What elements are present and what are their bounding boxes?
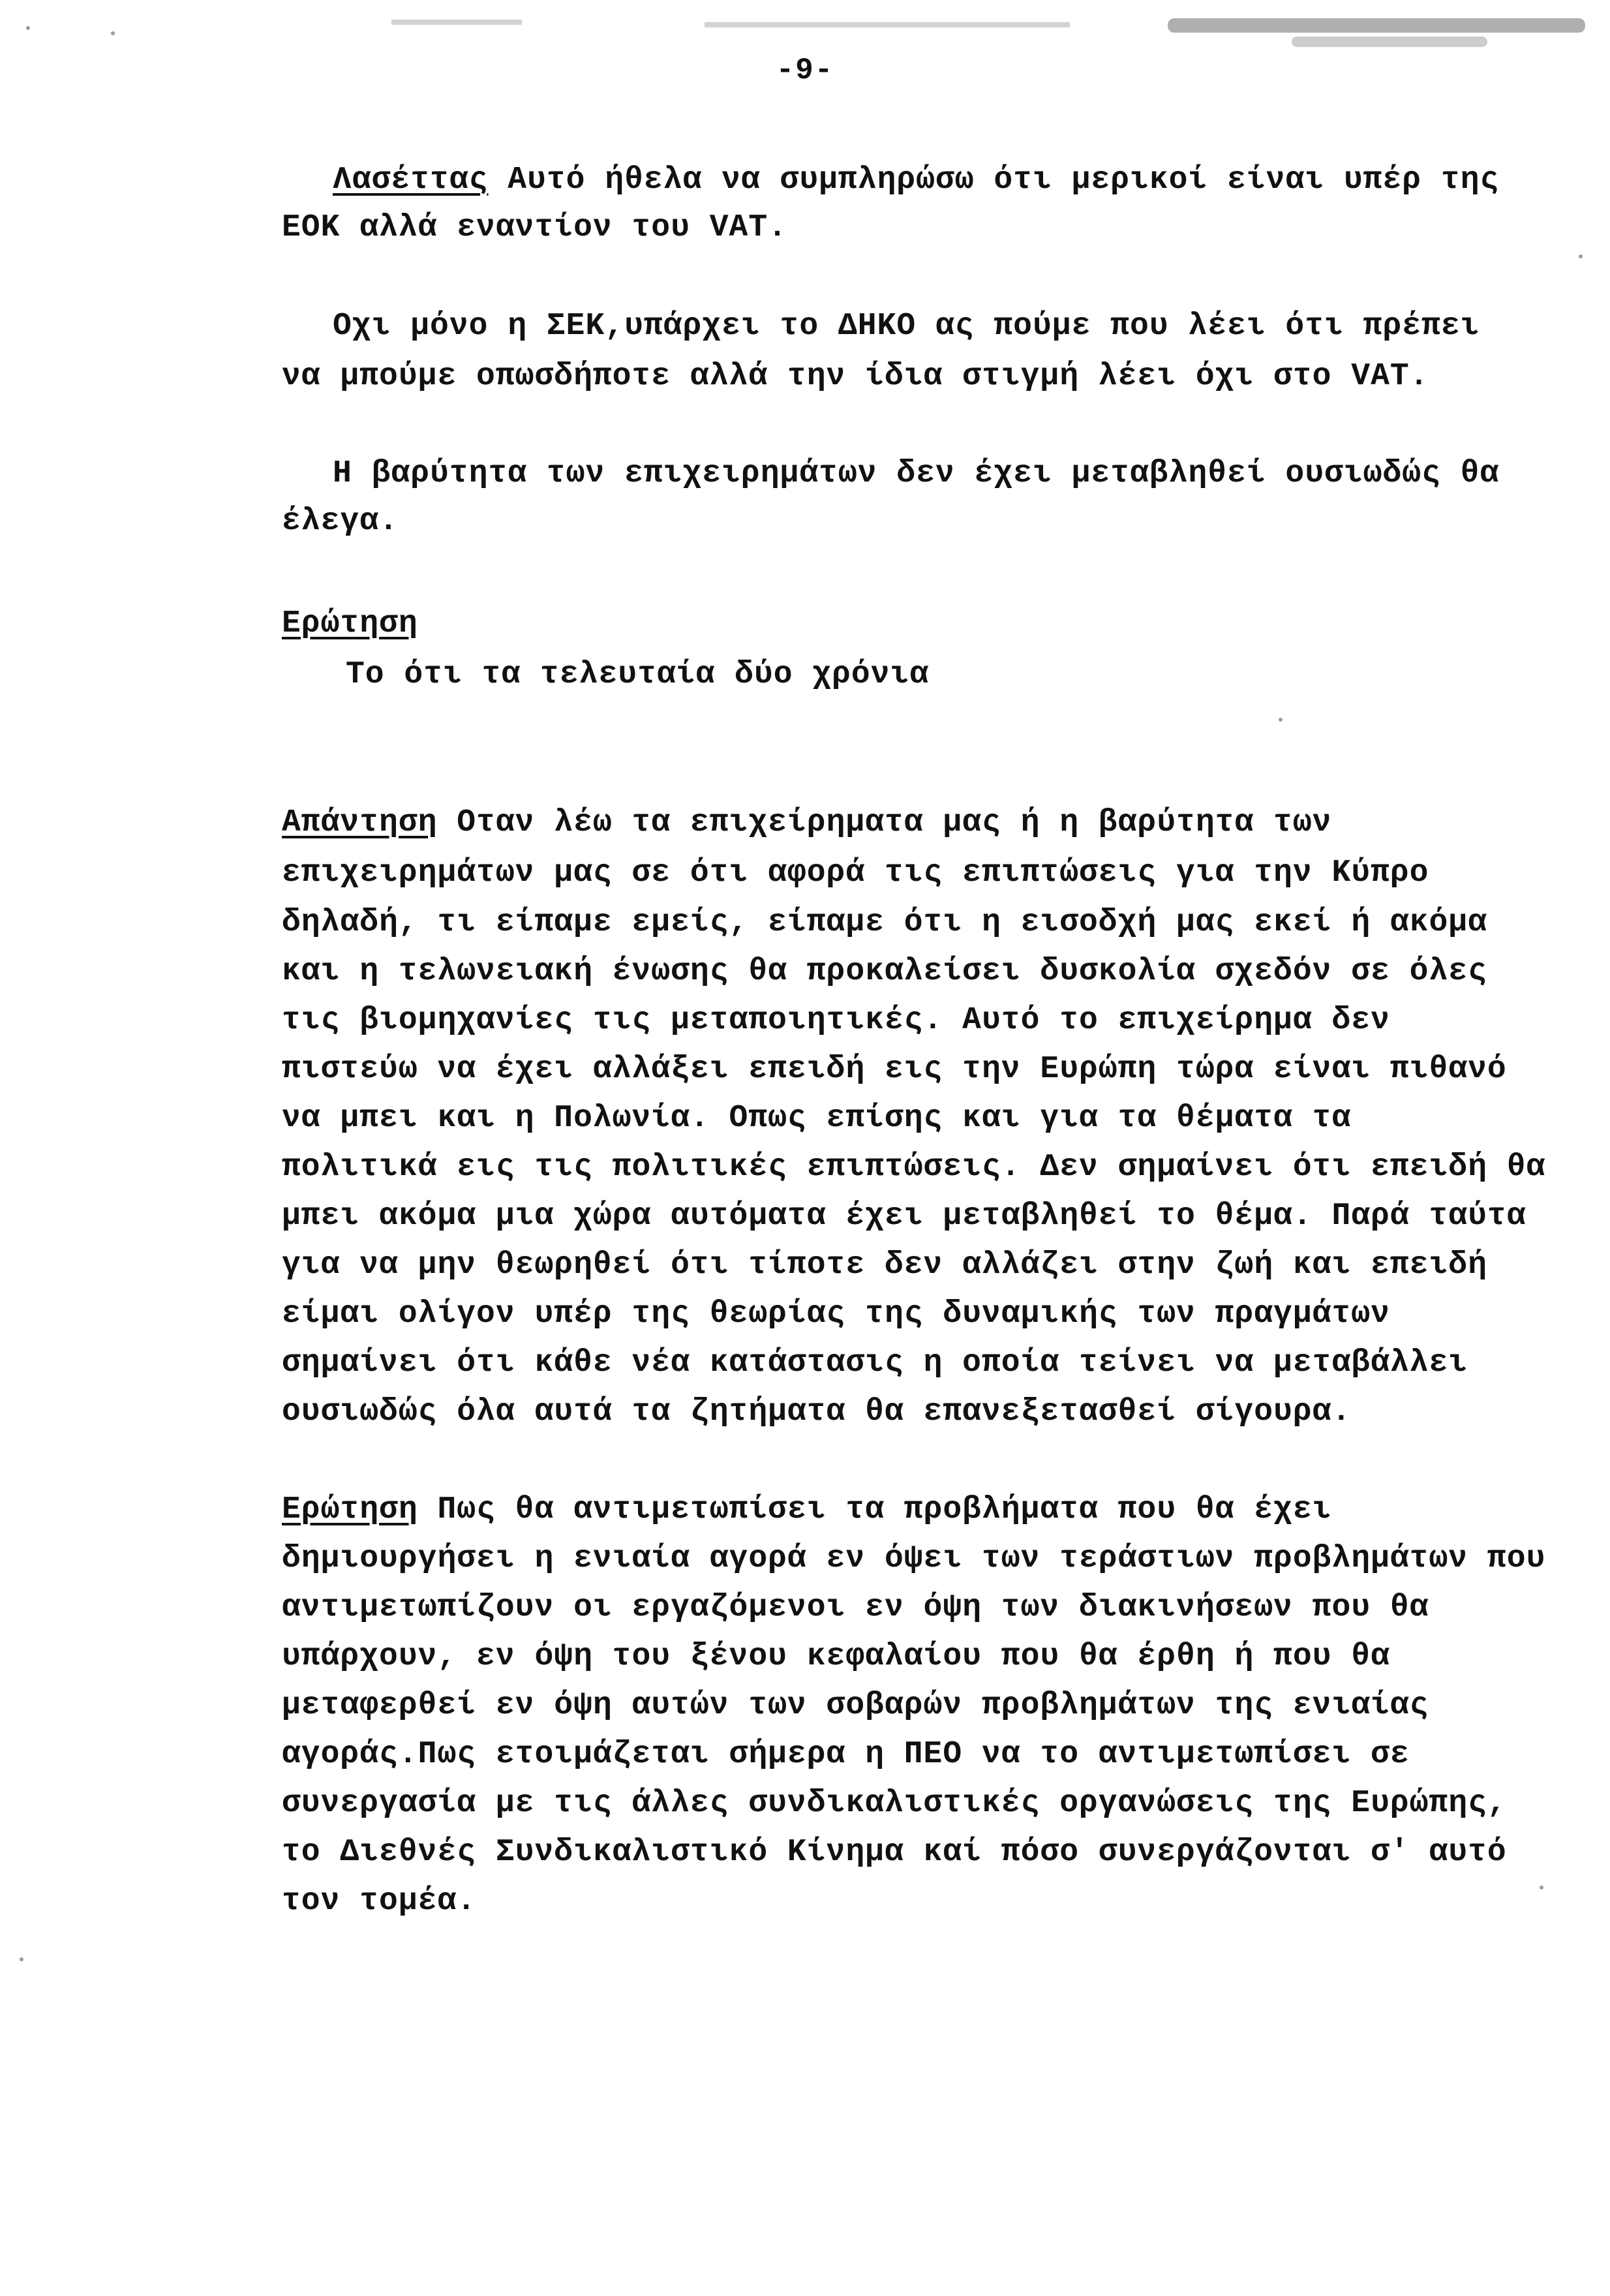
speaker-label: Απάντηση xyxy=(282,805,438,840)
paragraph-line: Οχι μόνο η ΣΕΚ,υπάρχει το ΔΗΚΟ ας πούμε που λέει ότι πρέπει xyxy=(333,309,1480,344)
paragraph-line: Η βαρύτητα των επιχειρημάτων δεν έχει μεταβληθεί ουσιωδώς θα xyxy=(333,456,1500,491)
paragraph-line: επιχειρημάτων μας σε ότι αφορά τις επιπτώσεις για την Κύπρο xyxy=(282,855,1429,891)
scan-smudge-top-right-2 xyxy=(1292,37,1487,47)
scan-smudge-top-center xyxy=(391,20,522,25)
scan-speck xyxy=(26,26,30,30)
paragraph-line: και η τελωνειακή ένωσης θα προκαλείσει δυσκολία σχεδόν σε όλες xyxy=(282,954,1487,989)
paragraph-line: τον τομέα. xyxy=(282,1884,477,1919)
paragraph-line: αντιμετωπίζουν οι εργαζόμενοι εν όψη των διακινήσεων που θα xyxy=(282,1590,1429,1625)
paragraph-line: Ερώτηση Πως θα αντιμετωπίσει τα προβλήματα που θα έχει xyxy=(282,1492,1332,1527)
scan-speck xyxy=(1540,1886,1543,1890)
paragraph-line: να μπει και η Πολωνία. Οπως επίσης και για τα θέματα τα xyxy=(282,1101,1352,1136)
paragraph-line: έλεγα. xyxy=(282,504,399,539)
paragraph-line: Απάντηση Οταν λέω τα επιχείρηματα μας ή η βαρύτητα των xyxy=(282,805,1332,840)
paragraph-line: μεταφερθεί εν όψη αυτών των σοβαρών προβλημάτων της ενιαίας xyxy=(282,1688,1429,1723)
paragraph-line: μπει ακόμα μια χώρα αυτόματα έχει μεταβληθεί το θέμα. Παρά ταύτα xyxy=(282,1199,1526,1234)
paragraph-line: υπάρχουν, εν όψη του ξένου κεφαλαίου που θα έρθη ή που θα xyxy=(282,1639,1390,1674)
scan-speck xyxy=(1579,254,1583,258)
paragraph-line: το Διεθνές Συνδικαλιστικό Κίνημα καί πόσο συνεργάζονται σ' αυτό xyxy=(282,1835,1507,1870)
scan-speck xyxy=(1279,718,1283,722)
paragraph-line: δημιουργήσει η ενιαία αγορά εν όψει των τεράστιων προβλημάτων που xyxy=(282,1541,1546,1576)
question-label xyxy=(282,608,1349,639)
paragraph-line: ουσιωδώς όλα αυτά τα ζητήματα θα επανεξετασθεί σίγουρα. xyxy=(282,1394,1352,1430)
speaker-label: Ερώτηση xyxy=(282,1492,418,1527)
page-number: -9- xyxy=(776,54,834,87)
scan-speck xyxy=(111,31,115,35)
paragraph-line: αγοράς.Πως ετοιμάζεται σήμερα η ΠΕΟ να το αντιμετωπίσει σε xyxy=(282,1737,1410,1772)
scan-smudge-top-right xyxy=(1168,18,1585,33)
paragraph-line: συνεργασία με τις άλλες συνδικαλιστικές οργανώσεις της Ευρώπης, xyxy=(282,1786,1507,1821)
paragraph-line: ΕΟΚ αλλά εναντίον του VAT. xyxy=(282,210,787,245)
paragraph-line: για να μην θεωρηθεί ότι τίποτε δεν αλλάζει στην ζωή και επειδή xyxy=(282,1247,1487,1283)
paragraph-line: Λασέττας Αυτό ήθελα να συμπληρώσω ότι μερικοί είναι υπέρ της xyxy=(333,162,1500,198)
speaker-label: Ερώτηση xyxy=(282,606,418,641)
paragraph-line: Το ότι τα τελευταία δύο χρόνια xyxy=(346,657,930,692)
paragraph-line: τις βιομηχανίες τις μεταποιητικές. Αυτό το επιχείρημα δεν xyxy=(282,1003,1390,1038)
paragraph-line: πολιτικά εις τις πολιτικές επιπτώσεις. Δεν σημαίνει ότι επειδή θα xyxy=(282,1150,1546,1185)
paragraph-line: να μπούμε οπωσδήποτε αλλά την ίδια στιγμή λέει όχι στο VAT. xyxy=(282,359,1429,394)
scan-speck xyxy=(20,1957,23,1961)
paragraph-line: δηλαδή, τι είπαμε εμείς, είπαμε ότι η εισοδχή μας εκεί ή ακόμα xyxy=(282,905,1487,940)
scan-smudge-top-center-2 xyxy=(705,22,1070,27)
paragraph-line: είμαι ολίγον υπέρ της θεωρίας της δυναμικής των πραγμάτων xyxy=(282,1296,1390,1332)
paragraph-line: πιστεύω να έχει αλλάξει επειδή εις την Ευρώπη τώρα είναι πιθανό xyxy=(282,1052,1507,1087)
speaker-label: Λασέττας xyxy=(333,162,489,198)
paragraph-line: σημαίνει ότι κάθε νέα κατάστασις η οποία τείνει να μεταβάλλει xyxy=(282,1345,1468,1381)
